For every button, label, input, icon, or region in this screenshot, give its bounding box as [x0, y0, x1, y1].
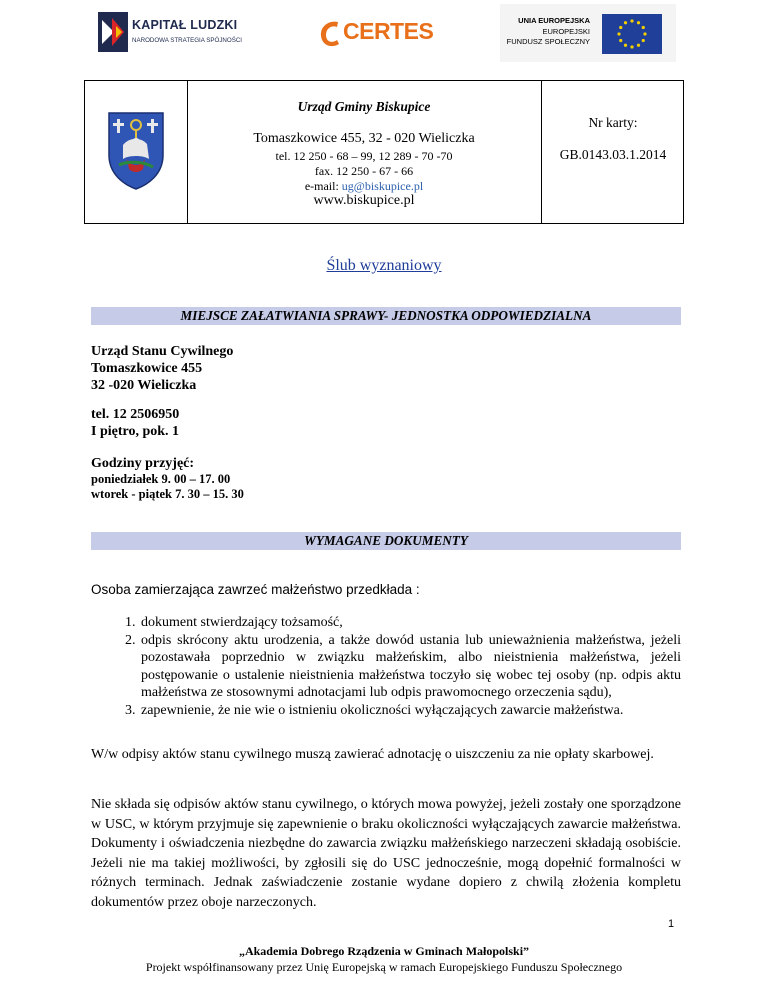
- card-label: Nr karty:: [588, 115, 638, 130]
- page-number: 1: [668, 918, 675, 930]
- email-link[interactable]: ug@biskupice.pl: [341, 179, 424, 193]
- office-phone: tel. 12 250 - 68 – 99, 12 289 - 70 -70: [275, 149, 453, 163]
- org-line-3: 32 -020 Wieliczka: [91, 378, 197, 393]
- footer-project-name: „Akademia Dobrego Rządzenia w Gminach Małopolski”: [238, 944, 530, 958]
- certes-name: CERTES: [343, 18, 434, 44]
- kapital-ludzki-logo: [96, 8, 272, 56]
- kapital-ludzki-subtitle: NARODOWA STRATEGIA SPÓJNOŚCI: [132, 37, 243, 44]
- office-fax: fax. 12 250 - 67 - 66: [314, 164, 414, 178]
- eu-star-icon: [642, 26, 645, 29]
- office-address: Tomaszkowice 455, 32 - 020 Wieliczka: [253, 131, 475, 146]
- list-item: 2. odpis skrócony aktu urodzenia, a także dowód ustania lub unieważnienia małżeństwa, jeżeli pozostawała poprzednio w związku małżeńskim, albo nieistnienia małżeństwa, jeżeli postępowanie o ustalenie nieistnienia małżeństwa toczyło się wobec tej osoby (np. odpis aktu małżeństwa ze stosownymi adnotacjami lub odpis prawomocnego orzeczenia sądu),: [139, 632, 681, 702]
- eu-logo: [500, 4, 676, 62]
- eu-star-icon: [619, 39, 622, 42]
- list-item: 3. zapewnienie, że nie wie o istnieniu okoliczności wyłączających zawarcie małżeństwa.: [139, 702, 681, 720]
- eu-star-icon: [630, 45, 633, 48]
- hours-tue-fri: wtorek - piątek 7. 30 – 15. 30: [91, 487, 244, 501]
- eu-star-icon: [624, 21, 627, 24]
- certes-logo: [318, 12, 434, 52]
- section-heading-documents: WYMAGANE DOKUMENTY: [91, 532, 681, 550]
- paragraph-fee: W/w odpisy aktów stanu cywilnego muszą zawierać adnotację o uiszczeniu za nie opłaty skarbowej.: [91, 747, 654, 762]
- office-website[interactable]: www.biskupice.pl: [313, 193, 415, 208]
- paragraph-details: Nie składa się odpisów aktów stanu cywilnego, o których mowa powyżej, jeżeli zostały one sporządzone w USC, w którym przyjmuje się zapewnienie o braku okoliczności wyłączających zawarcie małżeństwa. Dokumenty i oświadczenia niezbędne do zawarcia związku małżeńskiego narzeczeni składają osobiście. Jeżeli nie ma takiej możliwości, by zgłosili się do USC jednocześnie, mogą dopełnić formalności w różnych terminach. Jednak zaświadczenie zostanie wydane dopiero z chwilą złożenia kompletu dokumentów przez oboje narzeczonych.: [91, 797, 681, 910]
- org-line-1: Urząd Stanu Cywilnego: [91, 344, 234, 359]
- eu-star-icon: [643, 32, 646, 35]
- section-heading-location: MIEJSCE ZAŁATWIANIA SPRAWY- JEDNOSTKA ODPOWIEDZIALNA: [91, 307, 681, 325]
- eu-line-2: EUROPEJSKI: [542, 27, 590, 36]
- list-item: 1. dokument stwierdzający tożsamość,: [139, 614, 681, 632]
- office-email-line: [187, 179, 541, 194]
- hours-monday: poniedziałek 9. 00 – 17. 00: [91, 472, 231, 486]
- eu-star-icon: [619, 26, 622, 29]
- org-line-2: Tomaszkowice 455: [91, 361, 203, 376]
- contact-phone: tel. 12 2506950: [91, 407, 180, 422]
- email-label: e-mail:: [304, 179, 342, 193]
- eu-line-3: FUNDUSZ SPOŁECZNY: [506, 37, 590, 46]
- eu-star-icon: [637, 44, 640, 47]
- kapital-ludzki-emblem-icon: [98, 12, 128, 52]
- eu-star-icon: [642, 39, 645, 42]
- eu-star-icon: [617, 32, 620, 35]
- header-table: [84, 80, 684, 224]
- coat-of-arms-icon: [107, 111, 165, 191]
- eu-line-1: UNIA EUROPEJSKA: [518, 16, 590, 25]
- eu-star-icon: [624, 44, 627, 47]
- eu-star-icon: [630, 19, 633, 22]
- certes-c-icon: [318, 18, 342, 50]
- documents-list: [91, 614, 681, 719]
- contact-room: I piętro, pok. 1: [91, 424, 180, 439]
- office-name: Urząd Gminy Biskupice: [297, 99, 431, 114]
- documents-intro: Osoba zamierzająca zawrzeć małżeństwo przedkłada :: [91, 582, 420, 597]
- card-number: GB.0143.03.1.2014: [559, 147, 667, 162]
- crest-cell: [85, 81, 188, 223]
- eu-flag-icon: [602, 14, 662, 54]
- hours-label: Godziny przyjęć:: [91, 456, 195, 471]
- footer-funding: Projekt współfinansowany przez Unię Europejską w ramach Europejskiego Funduszu Społecznego: [145, 960, 623, 974]
- card-cell: [541, 81, 684, 223]
- document-title[interactable]: Ślub wyznaniowy: [326, 257, 442, 274]
- eu-star-icon: [637, 21, 640, 24]
- kapital-ludzki-name: KAPITAŁ LUDZKI: [132, 18, 238, 32]
